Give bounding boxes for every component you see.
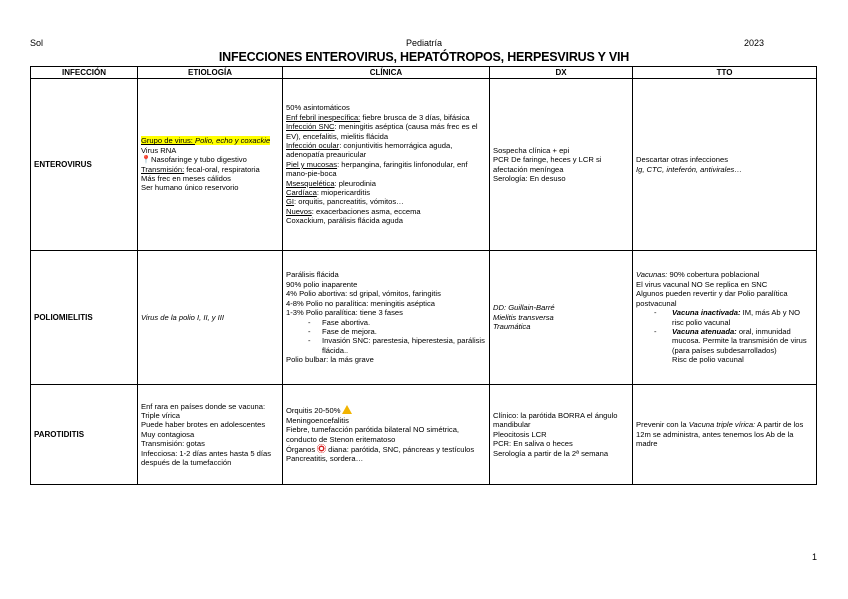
etiologia-cell <box>138 79 283 251</box>
clinica-label: Msesquelética <box>286 178 335 188</box>
clinica-line <box>286 405 486 415</box>
col-header-dx: DX <box>490 67 633 79</box>
dx-line: DD: Guillain-Barré <box>493 303 555 313</box>
vacunas-list <box>636 308 813 364</box>
tto-text: A partir de los 12m se administra, antes tenemos los Ab de la madre <box>636 420 804 449</box>
col-header-etiologia: ETIOLOGÍA <box>138 67 283 79</box>
tto-line: Descartar otras infecciones <box>636 155 729 165</box>
col-header-infeccion: INFECCIÓN <box>31 67 138 79</box>
dx-line: Sospecha clínica + epi <box>493 145 570 155</box>
tto-label: Vacuna atenuada: <box>672 326 737 336</box>
header-right: 2023 <box>744 38 765 48</box>
tto-label: Vacunas: <box>636 270 668 280</box>
clinica-line <box>286 179 486 188</box>
dx-line: PCR: En saliva o heces <box>493 439 573 449</box>
clinica-value: : pleurodinia <box>334 178 376 188</box>
etiologia-line: Infecciosa: 1-2 días antes hasta 5 días después de la tumefacción <box>141 448 272 468</box>
header-center: Pediatría <box>405 38 443 48</box>
clinica-line: Coxackium, parálisis flácida aguda <box>286 216 403 226</box>
fases-list <box>286 318 486 356</box>
tto-label: Vacuna inactivada: <box>672 308 741 318</box>
tto-value: IM, más Ab y NO risc polio vacunal <box>672 308 801 327</box>
etiologia-line <box>141 165 279 174</box>
target-icon <box>317 444 326 453</box>
clinica-label: Infección SNC <box>286 122 335 132</box>
col-header-clinica: CLÍNICA <box>283 67 490 79</box>
dx-cell <box>490 251 633 385</box>
clinica-line: Meningoencefalitis <box>286 415 349 425</box>
etiologia-line: Puede haber brotes en adolescentes <box>141 420 266 430</box>
tto-line: Algunos pueden revertir y dar Polio paralítica postvacunal <box>636 289 788 308</box>
clinica-text: Órganos <box>286 444 316 454</box>
clinica-line: Pancreatitis, sordera… <box>286 454 364 464</box>
dx-line: Mielitis transversa <box>493 312 554 322</box>
clinica-line <box>286 141 486 160</box>
tto-cell <box>633 79 817 251</box>
dx-cell <box>490 79 633 251</box>
tto-label: Vacuna triple vírica: <box>688 420 756 430</box>
infection-name: POLIOMIELITIS <box>31 251 138 385</box>
clinica-value: : herpangina, faringitis linfonodular, enf mano-pie-boca <box>286 159 468 179</box>
clinica-line <box>286 444 486 454</box>
clinica-line: 50% asintomáticos <box>286 103 350 113</box>
dx-line: Traumática <box>493 322 531 332</box>
etiologia-line: Virus RNA <box>141 145 177 155</box>
list-item: - Fase de mejora. <box>308 327 486 336</box>
etiologia-line: Muy contagiosa <box>141 429 195 439</box>
clinica-value: fiebre brusca de 3 días, bifásica <box>360 112 470 122</box>
etiologia-cell: Virus de la polio I, II, y III <box>138 251 283 385</box>
tto-line: Ig, CTC, inteferón, antivirales… <box>636 164 742 174</box>
etiologia-line: Más frec en meses cálidos <box>141 173 231 183</box>
pin-icon: 📍 <box>141 155 151 165</box>
clinica-line <box>286 122 486 141</box>
clinica-line: Fiebre, tumefacción parótida bilateral NO simétrica, conducto de Stenon eritematoso <box>286 425 460 444</box>
clinica-text: diana: parótida, SNC, páncreas y testículos <box>328 444 475 454</box>
clinica-line: 4-8% Polio no paralítica: meningitis aséptica <box>286 298 436 308</box>
dx-line: Pleocitosis LCR <box>493 429 547 439</box>
etiologia-cell <box>138 385 283 485</box>
clinica-text: Orquitis 20-50% <box>286 406 341 416</box>
clinica-value: : miopericarditis <box>316 188 370 198</box>
etiologia-line <box>141 155 279 164</box>
grupo-label: Grupo de virus: <box>141 136 196 146</box>
list-item <box>654 308 813 327</box>
clinica-label: Cardíaca <box>286 188 317 198</box>
clinica-line <box>286 113 486 122</box>
tto-value: oral, inmunidad mucosa. Permite la transmisión de virus (para países subdesarrollados) <box>672 326 807 355</box>
dx-cell <box>490 385 633 485</box>
clinica-value: : exacerbaciones asma, eccema <box>311 206 421 216</box>
list-item: - Invasión SNC: parestesia, hiperestesia, parálisis flácida.. <box>308 336 486 355</box>
clinica-line <box>286 207 486 216</box>
clinica-value: : conjuntivitis hemorrágica aguda, adenopatía preauricular <box>286 140 453 160</box>
tto-value: 90% cobertura poblacional <box>667 270 760 280</box>
transmision-value: fecal-oral, respiratoria <box>184 164 260 174</box>
grupo-value: Polio, echo y coxackie <box>195 136 271 146</box>
tto-value: Risc de polio vacunal <box>672 355 744 365</box>
clinica-line <box>286 188 486 197</box>
table-row <box>31 385 817 485</box>
tto-cell <box>633 385 817 485</box>
clinica-line: Polio bulbar: la más grave <box>286 355 374 365</box>
infections-table <box>30 66 817 485</box>
clinica-line <box>286 197 486 206</box>
document-title: INFECCIONES ENTEROVIRUS, HEPATÓTROPOS, HERPESVIRUS Y VIH <box>218 50 630 64</box>
clinica-line: 90% polio inaparente <box>286 279 358 289</box>
dx-line: Clínico: la parótida BORRA el ángulo mandibular <box>493 410 618 430</box>
infection-name: ENTEROVIRUS <box>31 79 138 251</box>
clinica-label: Piel y mucosas <box>286 159 338 169</box>
tto-line <box>636 420 813 448</box>
tto-text: Prevenir con la <box>636 420 689 430</box>
clinica-value: : meningitis aséptica (causa más frec es el EV), encefalitis, mielitis flácida <box>286 122 478 141</box>
clinica-label: GI <box>286 197 295 207</box>
col-header-tto: TTO <box>633 67 817 79</box>
warning-icon <box>342 405 352 414</box>
etiologia-line: Enf rara en países donde se vacuna: Triple vírica <box>141 401 266 420</box>
page-number: 1 <box>812 552 818 562</box>
tto-line <box>636 270 813 279</box>
dx-line: Serología: En desuso <box>493 173 566 183</box>
table-row <box>31 79 817 251</box>
etiologia-line: Transmisión: gotas <box>141 439 205 449</box>
clinica-label: Infección ocular <box>286 140 340 150</box>
clinica-label: Nuevos <box>286 206 312 216</box>
clinica-cell <box>283 79 490 251</box>
header-left: Sol <box>30 38 44 48</box>
transmision-label: Transmisión: <box>141 164 185 174</box>
clinica-label: Enf febril inespecífica: <box>286 112 361 122</box>
dx-line: PCR De faringe, heces y LCR si afectación meníngea <box>493 155 602 174</box>
clinica-line <box>286 160 486 179</box>
dx-line: Serología a partir de la 2ª semana <box>493 448 609 458</box>
etiologia-text: Nasofaringe y tubo digestivo <box>150 155 247 165</box>
clinica-line: Parálisis flácida <box>286 270 339 280</box>
table-header-row <box>31 67 817 79</box>
clinica-cell <box>283 251 490 385</box>
clinica-value: : orquitis, pancreatitis, vómitos… <box>294 197 404 207</box>
list-item <box>654 327 813 365</box>
infection-name: PAROTIDITIS <box>31 385 138 485</box>
clinica-line: 4% Polio abortiva: sd gripal, vómitos, faringitis <box>286 289 441 299</box>
etiologia-line: Ser humano único reservorio <box>141 183 239 193</box>
tto-cell <box>633 251 817 385</box>
tto-line: El virus vacunal NO Se replica en SNC <box>636 279 768 289</box>
clinica-line: 1-3% Polio paralítica: tiene 3 fases <box>286 308 403 318</box>
clinica-cell <box>283 385 490 485</box>
list-item: - Fase abortiva. <box>308 318 486 327</box>
table-row <box>31 251 817 385</box>
